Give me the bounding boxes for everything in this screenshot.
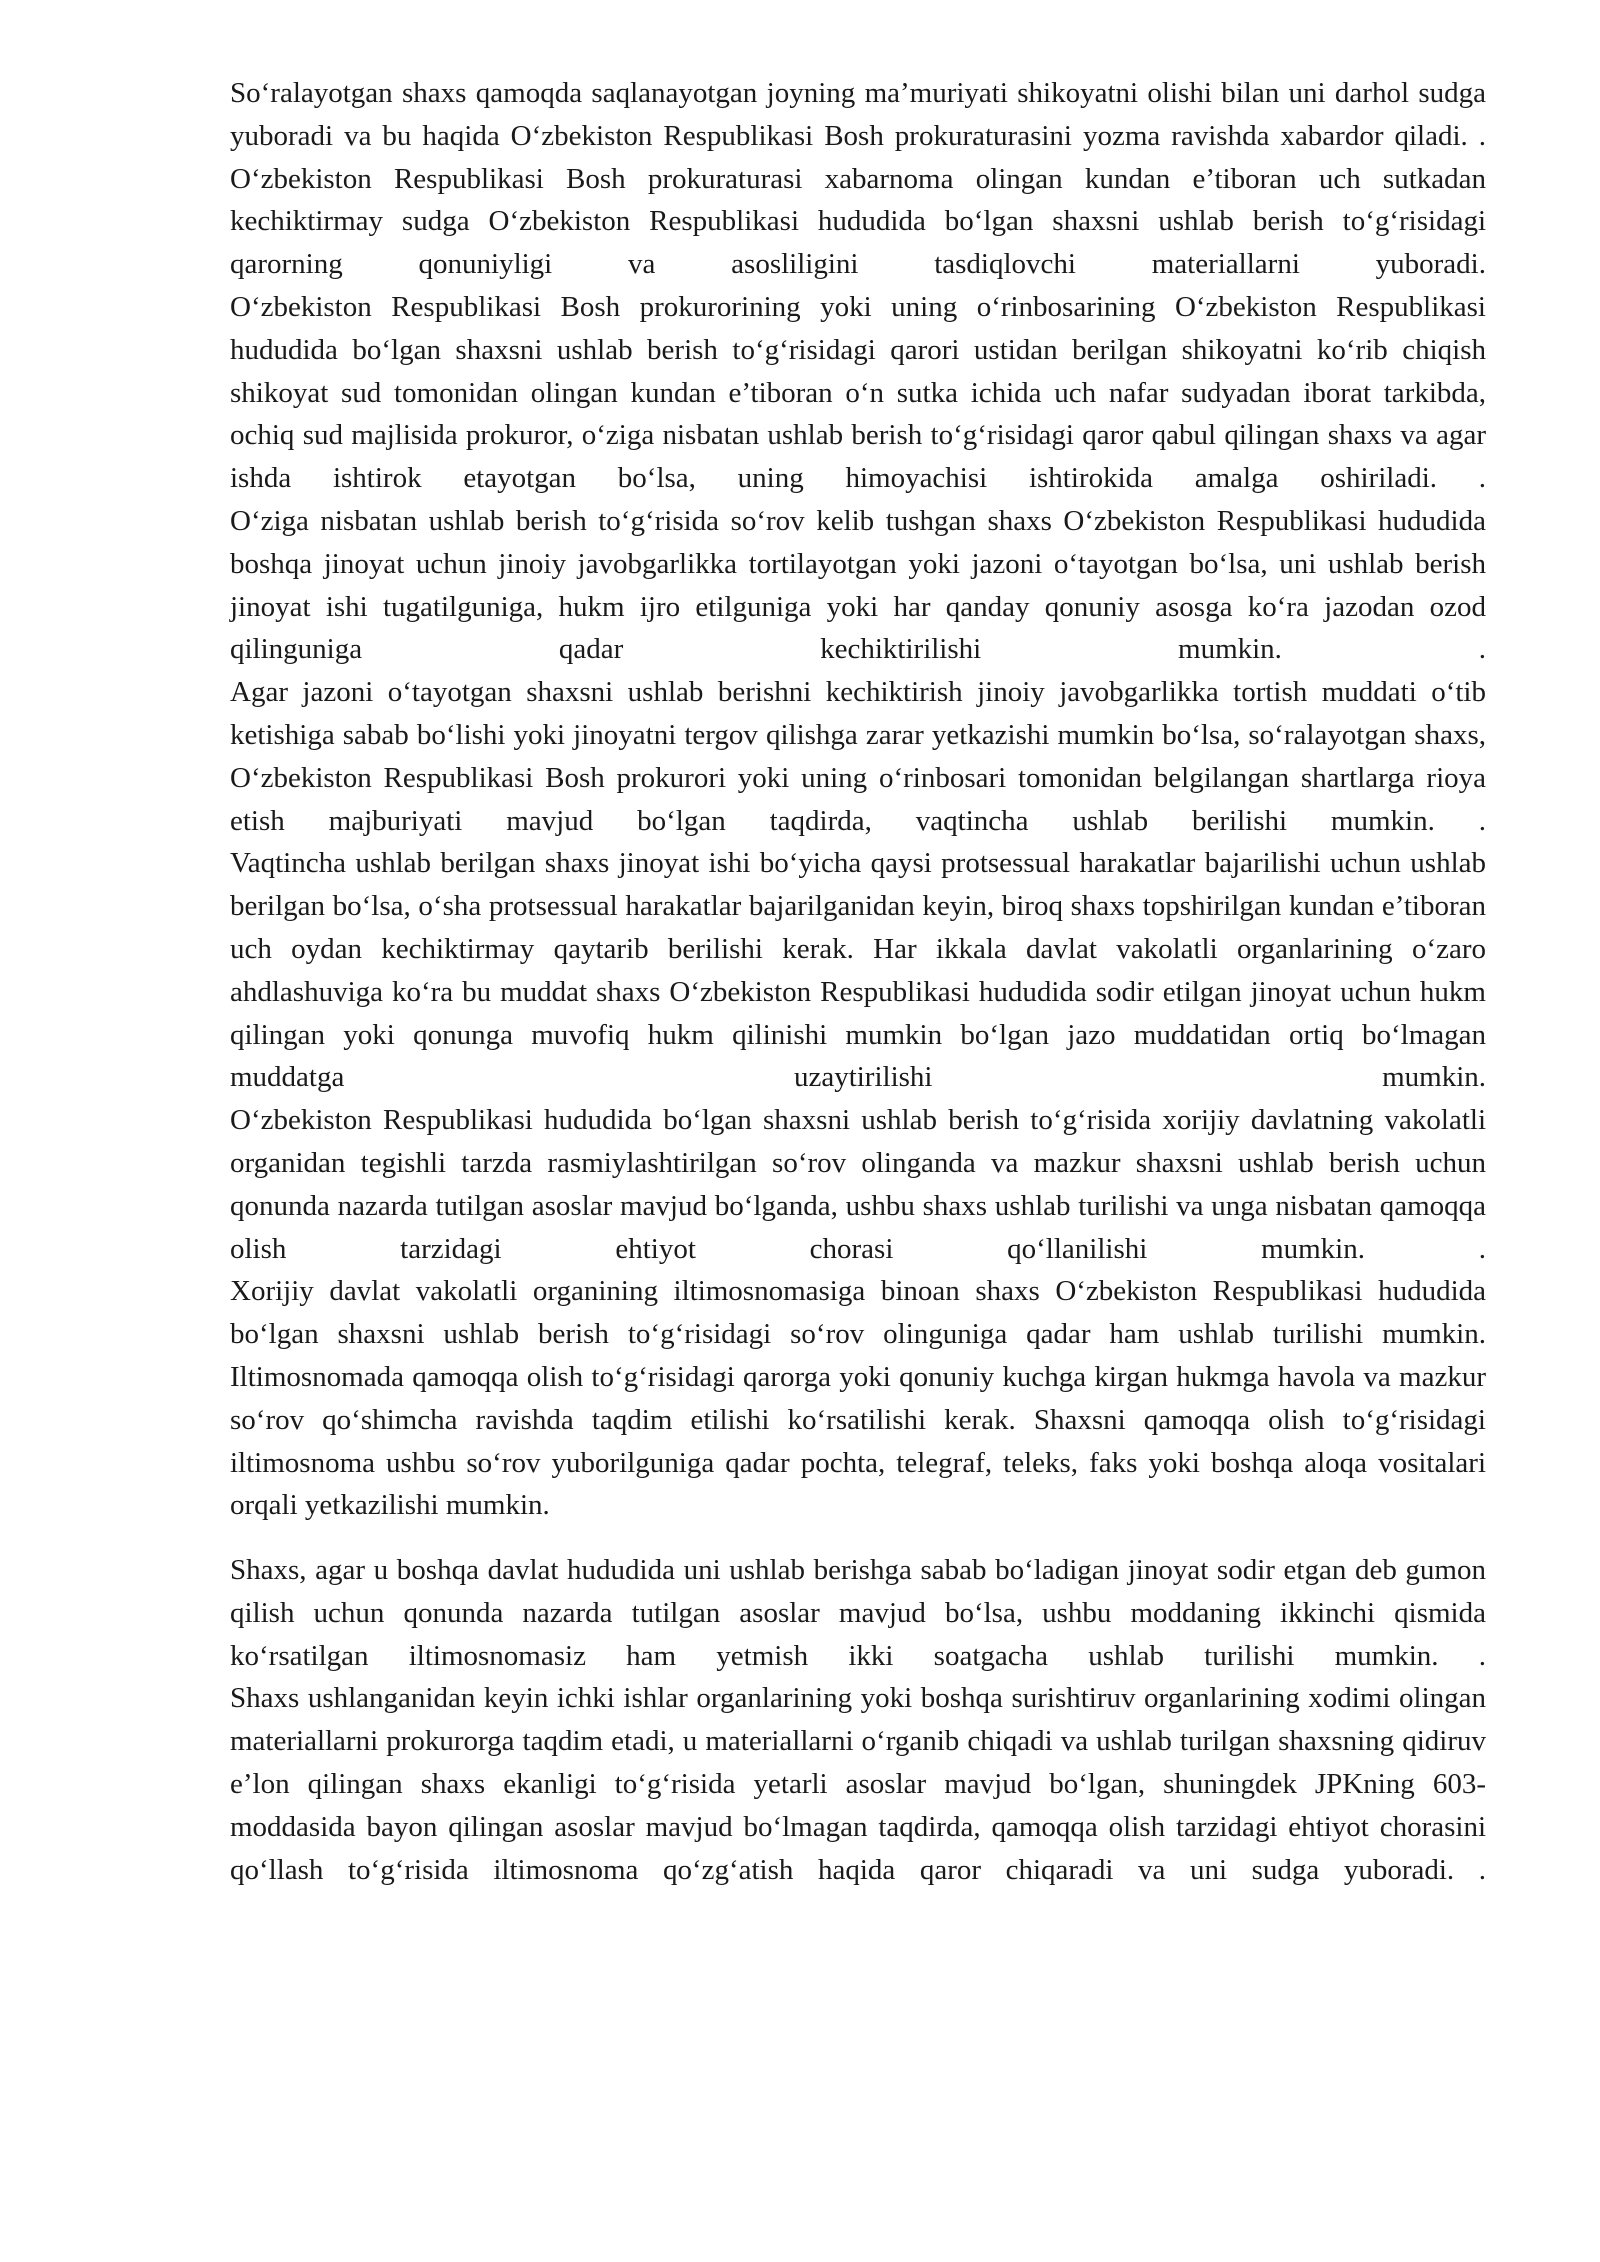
paragraph-spacer: [230, 1527, 1486, 1549]
paragraph-prosecutor-materials: O‘zbekiston Respublikasi Bosh prokuraturasi xabarnoma olingan kundan e’tiboran uch sutkadan kechiktirmay sudga O‘zbekiston Respublikasi hududida bo‘lgan shaxsni ushlab berish to‘g‘risidagi qarorning qonuniyligi va asosliligini tasdiqlovchi materiallarni yuboradi.: [230, 162, 1486, 281]
paragraph-detention-before-request: Xorijiy davlat vakolatli organining iltimosnomasiga binoan shaxs O‘zbekiston Respublikasi hududida bo‘lgan shaxsni ushlab berish to‘g‘risidagi so‘rov olinguniga qadar ham ushlab turilishi mumkin. Iltimosnomada qamoqqa olish to‘g‘risidagi qarorga yoki qonuniy kuchga kirgan hukmga havola va mazkur so‘rov qo‘shimcha ravishda taqdim etilishi ko‘rsatilishi kerak. Shaxsni qamoqqa olish to‘g‘risidagi iltimosnoma ushbu so‘rov yuborilguniga qadar pochta, telegraf, teleks, faks yoki boshqa aloqa vositalari orqali yetkazilishi mumkin.: [230, 1275, 1486, 1522]
paragraph-temporary-surrender: Agar jazoni o‘tayotgan shaxsni ushlab berishni kechiktirish jinoiy javobgarlikka tortish muddati o‘tib ketishiga sabab bo‘lishi yoki jinoyatni tergov qilishga zarar yetkazishi mumkin bo‘lsa, so‘ralayotgan shaxs, O‘zbekiston Respublikasi Bosh prokurori yoki uning o‘rinbosari tomonidan belgilangan shartlarga rioya etish majburiyati mavjud bo‘lgan taqdirda, vaqtincha ushlab berilishi mumkin. .: [230, 676, 1486, 837]
paragraph-court-review: O‘zbekiston Respublikasi Bosh prokurorining yoki uning o‘rinbosarining O‘zbekiston Respublikasi hududida bo‘lgan shaxsni ushlab berish to‘g‘risidagi qarori ustidan berilgan shikoyatni ko‘rib chiqish shikoyat sud tomonidan olingan kundan e’tiboran o‘n sutka ichida uch nafar sudyadan iborat tarkibda, ochiq sud majlisida prokuror, o‘ziga nisbatan ushlab berish to‘g‘risidagi qaror qabul qilingan shaxs va agar ishda ishtirok etayotgan bo‘lsa, uning himoyachisi ishtirokida amalga oshiriladi. .: [230, 290, 1486, 495]
paragraph-detention-on-request: O‘zbekiston Respublikasi hududida bo‘lgan shaxsni ushlab berish to‘g‘risida xorijiy davlatning vakolatli organidan tegishli tarzda rasmiylashtirilgan so‘rov olinganda va mazkur shaxsni ushlab berish uchun qonunda nazarda tutilgan asoslar mavjud bo‘lganda, ushbu shaxs ushlab turilishi va unga nisbatan qamoqqa olish tarzidagi ehtiyot chorasi qo‘llanilishi mumkin. .: [230, 1104, 1486, 1265]
paragraph-seventy-two-hours: Shaxs, agar u boshqa davlat hududida uni ushlab berishga sabab bo‘ladigan jinoyat sodir etgan deb gumon qilish uchun qonunda nazarda tutilgan asoslar mavjud bo‘lsa, ushbu moddaning ikkinchi qismida ko‘rsatilgan iltimosnomasiz ham yetmish ikki soatgacha ushlab turilishi mumkin. .: [230, 1554, 1486, 1672]
paragraph-after-arrest: Shaxs ushlanganidan keyin ichki ishlar organlarining yoki boshqa surishtiruv organlarining xodimi olingan materiallarni prokurorga taqdim etadi, u materiallarni o‘rganib chiqadi va ushlab turilgan shaxsning qidiruv e’lon qilingan shaxs ekanligi to‘g‘risida yetarli asoslar mavjud bo‘lgan, shuningdek JPKning 603-moddasida bayon qilingan asoslar mavjud bo‘lmagan taqdirda, qamoqqa olish tarzidagi ehtiyot chorasini qo‘llash to‘g‘risida iltimosnoma qo‘zg‘atish haqida qaror chiqaradi va uni sudga yuboradi. .: [230, 1682, 1486, 1886]
paragraph-extradition-deferral: O‘ziga nisbatan ushlab berish to‘g‘risida so‘rov kelib tushgan shaxs O‘zbekiston Respublikasi hududida boshqa jinoyat uchun jinoiy javobgarlikka tortilayotgan yoki jazoni o‘tayotgan bo‘lsa, uni ushlab berish jinoyat ishi tugatilguniga, hukm ijro etilguniga yoki har qanday qonuniy asosga ko‘ra jazodan ozod qilinguniga qadar kechiktirilishi mumkin. .: [230, 504, 1486, 666]
document-page: [230, 72, 1486, 1891]
paragraph-complaint-forwarding: So‘ralayotgan shaxs qamoqda saqlanayotgan joyning ma’muriyati shikoyatni olishi bilan uni darhol sudga yuboradi va bu haqida O‘zbekiston Respublikasi Bosh prokuraturasini yozma ravishda xabardor qiladi. .: [230, 77, 1486, 152]
paragraph-return-deadline: Vaqtincha ushlab berilgan shaxs jinoyat ishi bo‘yicha qaysi protsessual harakatlar bajarilishi uchun ushlab berilgan bo‘lsa, o‘sha protsessual harakatlar bajarilganidan keyin, biroq shaxs topshirilgan kundan e’tiboran uch oydan kechiktirmay qaytarib berilishi kerak. Har ikkala davlat vakolatli organlarining o‘zaro ahdlashuviga ko‘ra bu muddat shaxs O‘zbekiston Respublikasi hududida sodir etilgan jinoyat uchun hukm qilingan yoki qonunga muvofiq hukm qilinishi mumkin bo‘lgan jazo muddatidan ortiq bo‘lmagan muddatga uzaytirilishi mumkin.: [230, 847, 1486, 1094]
